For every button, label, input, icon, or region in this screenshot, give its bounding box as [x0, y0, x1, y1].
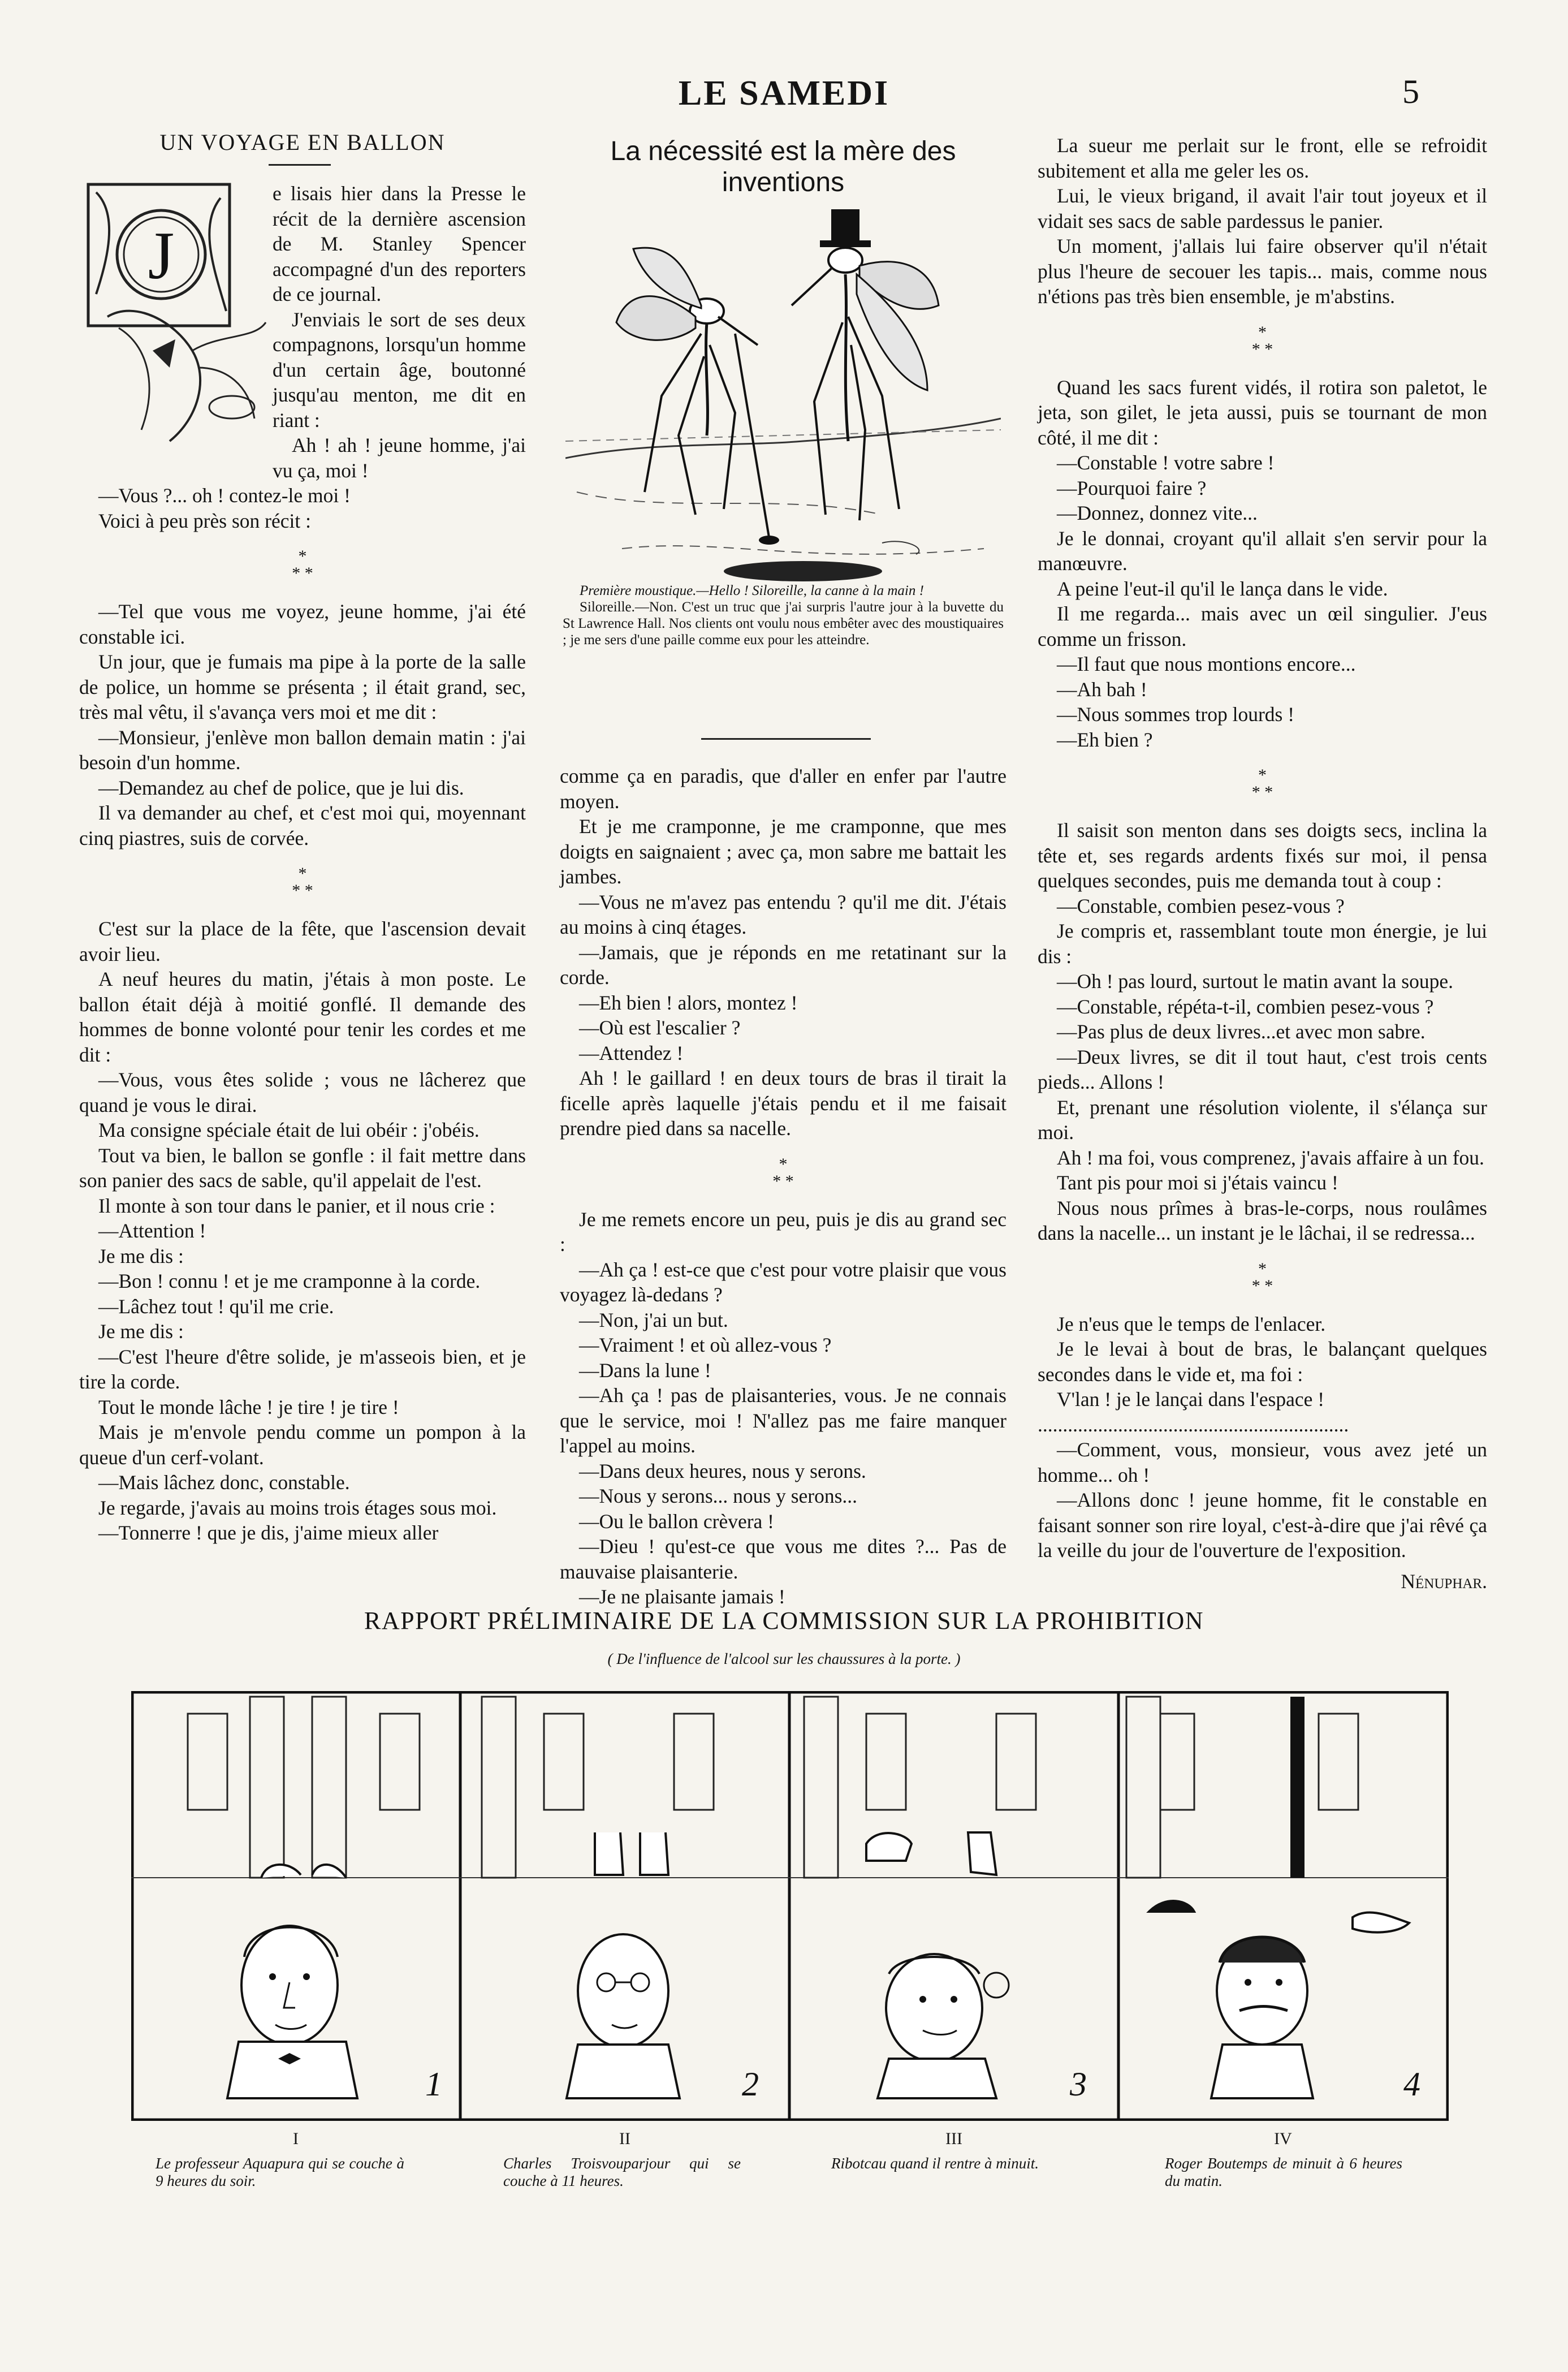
article-title-voyage: UN VOYAGE EN BALLON — [159, 130, 446, 155]
paragraph: —Bon ! connu ! et je me cramponne à la corde. — [98, 1270, 481, 1292]
paragraph: Il monte à son tour dans le panier, et il nous crie : — [98, 1194, 495, 1217]
panel-1-caption: Le professeur Aquapura qui se couche à 9 heures du soir. — [155, 2155, 404, 2189]
paragraph: Je compris et, rassemblant toute mon énergie, je lui dis : — [1038, 920, 1487, 968]
paragraph: —Ah ça ! pas de plaisanteries, vous. Je ne connais que le service, moi ! N'allez pas me faire manquer l'appel au moins. — [560, 1384, 1007, 1457]
panel-3-number: 3 — [1070, 2065, 1087, 2103]
paragraph: Un moment, j'allais lui faire observer qu'il n'était plus l'heure de secouer les tapis... mais, comme nous n'étions pas très bien ensemble, je m'abstins. — [1038, 235, 1487, 308]
paragraph: Il va demander au chef, et c'est moi qui, moyennant cinq piastres, suis de corvée. — [79, 801, 526, 849]
paragraph: Voici à peu près son récit : — [98, 509, 311, 532]
paragraph: —Mais lâchez donc, constable. — [98, 1471, 350, 1494]
paragraph: —Allons donc ! jeune homme, fit le constable en faisant sonner son rire loyal, c'est-à-dire que j'ai rêvé ça la veille du jour de l'ouverture de l'exposition. — [1038, 1489, 1487, 1562]
panel-4-label: IV — [1274, 2129, 1292, 2148]
comic-panel-4 — [1118, 1697, 1449, 2103]
page-number: 5 — [1402, 73, 1419, 110]
paragraph: —Vraiment ! et où allez-vous ? — [579, 1334, 832, 1356]
ellipsis-line: .............................................................. — [1038, 1413, 1349, 1436]
paragraph: Je me dis : — [98, 1320, 184, 1343]
paragraph: —Dans deux heures, nous y serons. — [579, 1459, 866, 1482]
paragraph: —Ah bah ! — [1057, 678, 1147, 701]
comic-panel-3 — [789, 1697, 1118, 2103]
comic-panel-1 — [131, 1697, 460, 2103]
paragraph: comme ça en paradis, que d'aller en enfer par l'autre moyen. — [560, 765, 1007, 813]
paragraph: Et, prenant une résolution violente, il s'élança sur moi. — [1038, 1096, 1487, 1144]
paragraph: Tout va bien, le ballon se gonfle : il fait mettre dans son panier des sacs de sable, qu'il appelait de l'est. — [79, 1144, 526, 1192]
section-stars: * * * — [772, 1154, 794, 1191]
paragraph: —Jamais, que je réponds en me retatinant sur la corde. — [560, 941, 1007, 989]
paragraph: —Vous ne m'avez pas entendu ? qu'il me dit. J'étais au moins à cinq étages. — [560, 890, 1007, 938]
paragraph: Et je me cramponne, je me cramponne, que mes doigts en saignaient ; avec ça, mon sabre me battait les jambes. — [560, 815, 1007, 888]
section-stars: * * * — [1251, 766, 1273, 801]
paragraph: Quand les sacs furent vidés, il rotira son paletot, le jeta, son gilet, le jeta aussi, puis se tournant de mon côté, il me dit : — [1038, 376, 1487, 449]
article-title-rapport: RAPPORT PRÉLIMINAIRE DE LA COMMISSION SUR LA PROHIBITION — [364, 1607, 1204, 1634]
panel-4-caption: Roger Boutemps de minuit à 6 heures du matin. — [1165, 2155, 1402, 2189]
panel-4-number: 4 — [1403, 2065, 1420, 2103]
paragraph: Il me regarda... mais avec un œil singulier. J'eus comme un frisson. — [1038, 602, 1487, 650]
article-subtitle-rapport: ( De l'influence de l'alcool sur les chaussures à la porte. ) — [607, 1650, 961, 1667]
panel-1-number: 1 — [425, 2065, 442, 2103]
section-stars: * * * — [1251, 322, 1273, 359]
paragraph: Lui, le vieux brigand, il avait l'air tout joyeux et il vidait ses sacs de sable pardessus le panier. — [1038, 184, 1487, 232]
paragraph: —Eh bien ? — [1057, 728, 1153, 751]
newspaper-title: LE SAMEDI — [678, 74, 890, 113]
section-stars: * * * — [1251, 1259, 1273, 1295]
paragraph: A neuf heures du matin, j'étais à mon poste. Le ballon était déjà à moitié gonflé. Il demande des hommes de bonne volonté pour tenir les cordes et me dit : — [79, 968, 526, 1066]
paragraph: Tant pis pour moi si j'étais vaincu ! — [1057, 1171, 1338, 1194]
paragraph: —Attention ! — [98, 1219, 206, 1242]
paragraph: —Pas plus de deux livres...et avec mon sabre. — [1057, 1020, 1426, 1043]
panel-2-caption: Charles Troisvouparjour qui se couche à 11 heures. — [503, 2155, 741, 2189]
paragraph: —Ou le ballon crèvera ! — [579, 1510, 774, 1533]
paragraph: —Je ne plaisante jamais ! — [579, 1585, 785, 1608]
paragraph: —Demandez au chef de police, que je lui dis. — [98, 776, 464, 799]
column-1 — [79, 139, 526, 1546]
caption-line: Première moustique.—Hello ! Siloreille, la canne à la main ! — [580, 583, 924, 598]
paragraph: Je le levai à bout de bras, le balançant quelques secondes dans le vide et, ma foi : — [1038, 1338, 1487, 1386]
paragraph: Ah ! ah ! jeune homme, j'ai vu ça, moi ! — [273, 434, 526, 482]
paragraph: —Constable, combien pesez-vous ? — [1057, 894, 1345, 917]
paragraph: J'enviais le sort de ses deux compagnons, lorsqu'un homme d'un certain âge, boutonné jusqu'au menton, me dit en riant : — [273, 308, 526, 432]
column-3 — [1038, 133, 1487, 1594]
caption-line: Siloreille.—Non. C'est un truc que j'ai surpris l'autre jour à la buvette du St Lawrence Hall. Nos clients ont voulu nous embêter avec des moustiquaires ; je me sers d'une paille comme eux pour les atteindre. — [563, 600, 1004, 648]
mosquito-cartoon — [565, 175, 1001, 583]
comic-panel-2 — [460, 1697, 789, 2103]
paragraph: —Tel que vous me voyez, jeune homme, j'ai été constable ici. — [79, 600, 526, 648]
paragraph: —Comment, vous, monsieur, vous avez jeté un homme... oh ! — [1038, 1438, 1487, 1486]
paragraph: —Vous ?... oh ! contez-le moi ! — [98, 484, 351, 507]
paragraph: Je n'eus que le temps de l'enlacer. — [1057, 1312, 1326, 1335]
cartoon-caption — [563, 583, 1004, 648]
paragraph: —Attendez ! — [579, 1041, 684, 1064]
paragraph: —Oh ! pas lourd, surtout le matin avant la soupe. — [1057, 970, 1453, 993]
paragraph: Tout le monde lâche ! je tire ! je tire ! — [98, 1395, 399, 1418]
paragraph: e lisais hier dans la Presse le récit de la dernière ascension de M. Stanley Spencer accompagné d'un des reporters de ce journal. — [273, 182, 526, 305]
paragraph: La sueur me perlait sur le front, elle se refroidit subitement et alla me geler les os. — [1038, 134, 1487, 182]
paragraph: —Vous, vous êtes solide ; vous ne lâcherez que quand je vous le dirai. — [79, 1068, 526, 1116]
paragraph: Mais je m'envole pendu comme un pompon à la queue d'un cerf-volant. — [79, 1421, 526, 1469]
paragraph: —Dieu ! qu'est-ce que vous me dites ?... Pas de mauvaise plaisanterie. — [560, 1535, 1007, 1583]
paragraph: —Constable, répéta-t-il, combien pesez-vous ? — [1057, 995, 1434, 1018]
paragraph: —Pourquoi faire ? — [1057, 476, 1207, 499]
panel-3-label: III — [945, 2129, 962, 2148]
article-title-necessite: La nécessité est la mère des inventions — [610, 136, 956, 197]
panel-1-label: I — [293, 2129, 299, 2148]
section-stars: * * * — [292, 864, 313, 900]
paragraph: —Ah ça ! est-ce que c'est pour votre plaisir que vous voyagez là-dedans ? — [560, 1258, 1007, 1306]
paragraph: Je me dis : — [98, 1244, 184, 1267]
paragraph: —Où est l'escalier ? — [579, 1016, 741, 1039]
paragraph: —Nous sommes trop lourds ! — [1057, 703, 1295, 726]
section-stars: * * * — [292, 547, 313, 583]
paragraph: —Nous y serons... nous y serons... — [579, 1485, 858, 1507]
paragraph: —Lâchez tout ! qu'il me crie. — [98, 1295, 334, 1318]
paragraph: Nous nous prîmes à bras-le-corps, nous roulâmes dans la nacelle... un instant je le lâchai, il se redressa... — [1038, 1196, 1487, 1244]
paragraph: —C'est l'heure d'être solide, je m'asseois bien, et je tire la corde. — [79, 1345, 526, 1393]
paragraph: —Il faut que nous montions encore... — [1057, 653, 1356, 675]
paragraph: —Donnez, donnez vite... — [1057, 502, 1258, 524]
paragraph: A peine l'eut-il qu'il le lança dans le vide. — [1057, 577, 1388, 600]
paragraph: —Dans la lune ! — [579, 1358, 711, 1382]
paragraph: Ah ! le gaillard ! en deux tours de bras il tirait la ficelle après laquelle j'étais pendu et il me faisait prendre pied dans sa nacelle. — [560, 1067, 1007, 1140]
paragraph: —Deux livres, se dit il tout haut, c'est trois cents pieds... Allons ! — [1038, 1045, 1487, 1093]
comic-strip — [131, 1691, 1449, 2121]
paragraph: —Tonnerre ! que je dis, j'aime mieux aller — [98, 1521, 439, 1544]
paragraph: Ah ! ma foi, vous comprenez, j'avais affaire à un fou. — [1057, 1146, 1484, 1169]
paragraph: Je regarde, j'avais au moins trois étages sous moi. — [98, 1496, 497, 1519]
divider-rule — [701, 738, 871, 740]
paragraph: Un jour, que je fumais ma pipe à la porte de la salle de police, un homme se présenta ; il était grand, sec, très mal vêtu, il s'avança vers moi et me dit : — [79, 650, 526, 723]
paragraph: —Eh bien ! alors, montez ! — [579, 991, 798, 1014]
paragraph: V'lan ! je le lançai dans l'espace ! — [1057, 1388, 1325, 1411]
column-2 — [560, 764, 1007, 1610]
paragraph: Il saisit son menton dans ses doigts secs, inclina la tête et, ses regards ardents fixés sur moi, il pensa quelques secondes, puis me demanda tout à coup : — [1038, 819, 1487, 892]
dropcap-letter: J — [148, 218, 175, 293]
panel-3-caption: Ribotcau quand il rentre à minuit. — [831, 2155, 1039, 2172]
author-signature: Nénuphar. — [1401, 1569, 1487, 1593]
panel-2-label: II — [619, 2129, 630, 2148]
paragraph: —Constable ! votre sabre ! — [1057, 451, 1275, 474]
paragraph: —Non, j'ai un but. — [579, 1308, 728, 1331]
paragraph: Je le donnai, croyant qu'il allait s'en servir pour la manœuvre. — [1038, 527, 1487, 575]
paragraph: Ma consigne spéciale était de lui obéir : j'obéis. — [98, 1119, 480, 1141]
paragraph: C'est sur la place de la fête, que l'ascension devait avoir lieu. — [79, 917, 526, 965]
panel-2-number: 2 — [742, 2065, 759, 2103]
paragraph: —Monsieur, j'enlève mon ballon demain matin : j'ai besoin d'un homme. — [79, 726, 526, 774]
paragraph: Je me remets encore un peu, puis je dis au grand sec : — [560, 1207, 1007, 1256]
